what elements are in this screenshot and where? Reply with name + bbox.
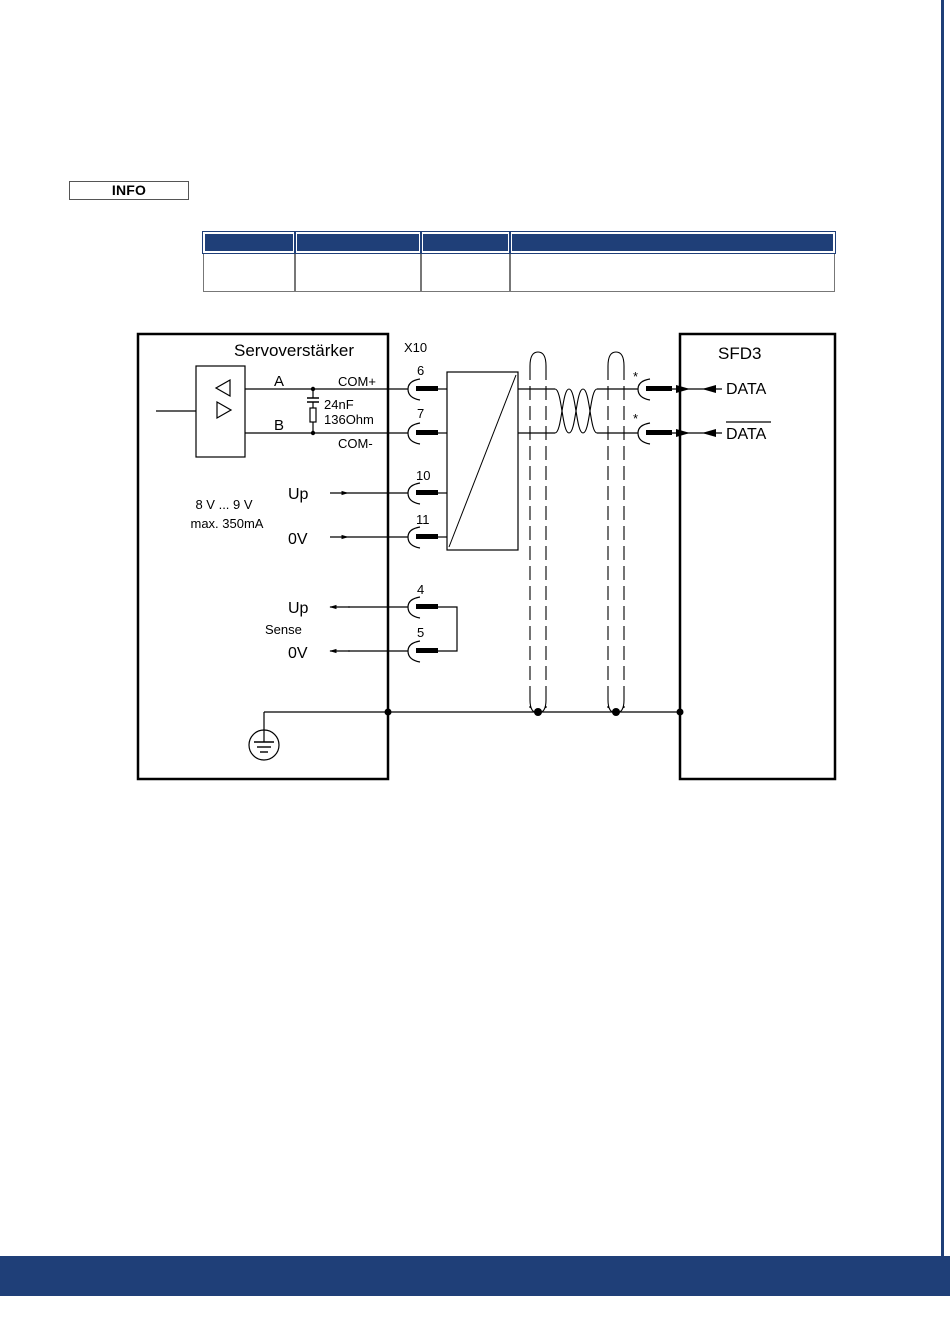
- pin-5-label: 5: [417, 625, 425, 640]
- com-plus-label: COM+: [338, 374, 376, 389]
- connector-label: X10: [404, 340, 428, 355]
- zero-v-label: 0V: [288, 531, 308, 548]
- sense-zero-v-label: 0V: [288, 645, 308, 662]
- twisted-pair: [555, 389, 597, 433]
- driver-triangle-icon: [216, 380, 230, 396]
- pin-6-label: 6: [417, 363, 425, 378]
- asterisk-note-1: *: [633, 369, 639, 384]
- capacitor-label: 24nF: [324, 397, 354, 412]
- sense-loop: [438, 607, 457, 651]
- sfd3-title: SFD3: [718, 344, 762, 363]
- servo-amplifier-title: Servoverstärker: [234, 341, 354, 360]
- supply-voltage-label: 8 V ... 9 V: [195, 497, 253, 512]
- sfd3-block: [680, 334, 835, 779]
- sense-up-label: Up: [288, 600, 309, 617]
- sense-label: Sense: [265, 622, 302, 637]
- ground-icon: [249, 730, 279, 760]
- transceiver-box: [196, 366, 245, 457]
- line-b-label: B: [274, 417, 285, 434]
- data-label: DATA: [726, 381, 767, 398]
- pin-4-label: 4: [417, 582, 425, 597]
- receiver-triangle-icon: [217, 402, 231, 418]
- resistor-label: 136Ohm: [324, 412, 374, 427]
- com-minus-label: COM-: [338, 436, 373, 451]
- asterisk-note-2: *: [633, 411, 639, 426]
- up-label: Up: [288, 486, 309, 503]
- pin-11-label: 11: [416, 512, 430, 527]
- resistor-icon: [310, 408, 316, 422]
- pin-10-label: 10: [416, 468, 431, 483]
- info-badge: INFO: [69, 181, 189, 200]
- supply-current-label: max. 350mA: [190, 516, 264, 531]
- data-inverted-label: DATA: [726, 426, 767, 443]
- pin-7-label: 7: [417, 406, 425, 421]
- footer-bar: [0, 1256, 950, 1296]
- line-a-label: A: [274, 373, 285, 390]
